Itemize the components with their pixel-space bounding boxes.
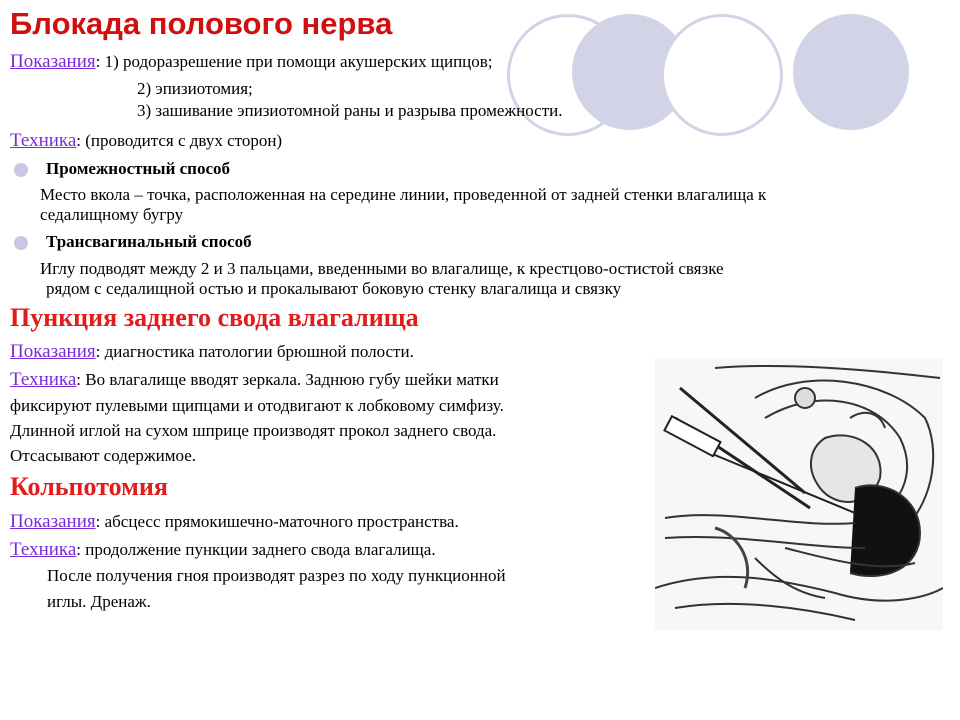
bullet-icon	[14, 163, 28, 177]
colpotomy-technique-label: Техника	[10, 539, 77, 560]
technique-row: Техника: (проводится с двух сторон)	[10, 130, 283, 151]
method2-line1: Иглу подводят между 2 и 3 пальцами, введенными во влагалище, к крестцово-остистой связке	[40, 259, 724, 278]
puncture-technique-line1: Во влагалище вводят зеркала. Заднюю губу шейки матки	[85, 370, 499, 389]
indications-label: Показания	[10, 51, 96, 72]
colpotomy-technique-text: продолжение пункции заднего свода влагалища.	[85, 540, 436, 559]
puncture-technique-row: Техника: Во влагалище вводят зеркала. Заднюю губу шейки матки	[10, 369, 499, 390]
decor-circle-3	[661, 14, 783, 136]
decor-circle-4	[793, 14, 909, 130]
colpotomy-technique-row: Техника: продолжение пункции заднего свода влагалища.	[10, 539, 436, 560]
colpotomy-indications-label: Показания	[10, 511, 96, 532]
indication-item-3: 3) зашивание эпизиотомной раны и разрыва промежности.	[137, 101, 563, 120]
indication-item-2: 2) эпизиотомия;	[137, 79, 253, 98]
colpotomy-indications-text: абсцесс прямокишечно-маточного пространства.	[104, 512, 459, 531]
indication-item-1: 1) родоразрешение при помощи акушерских щипцов;	[104, 52, 493, 71]
method2-line2: рядом с седалищной остью и прокалывают боковую стенку влагалища и связку	[46, 279, 622, 298]
technique-text: (проводится с двух сторон)	[85, 131, 283, 150]
method1-line2: седалищному бугру	[40, 205, 184, 224]
colpotomy-indications-row: Показания: абсцесс прямокишечно-маточного пространства.	[10, 511, 459, 532]
bullet-icon	[14, 236, 28, 250]
indications-row: Показания: 1) родоразрешение при помощи акушерских щипцов;	[10, 51, 493, 72]
method1-title: Промежностный способ	[46, 159, 230, 178]
puncture-indications-row: Показания: диагностика патологии брюшной полости.	[10, 341, 414, 362]
section-heading-colpotomy: Кольпотомия	[10, 472, 168, 501]
colpotomy-technique-line2: После получения гноя производят разрез по ходу пункционной	[47, 566, 506, 585]
method1-line1: Место вкола – точка, расположенная на середине линии, проведенной от задней стенки влагалища к	[40, 185, 767, 204]
puncture-technique-line3: Длинной иглой на сухом шприце производят прокол заднего свода.	[10, 421, 497, 440]
puncture-technique-label: Техника	[10, 369, 77, 390]
section-heading-puncture: Пункция заднего свода влагалища	[10, 303, 419, 332]
puncture-indications-text: диагностика патологии брюшной полости.	[104, 342, 414, 361]
puncture-technique-line2: фиксируют пулевыми щипцами и отодвигают к лобковому симфизу.	[10, 396, 504, 415]
posterior-fornix-puncture-illustration	[655, 358, 943, 630]
colpotomy-technique-line3: иглы. Дренаж.	[47, 592, 151, 611]
puncture-technique-line4: Отсасывают содержимое.	[10, 446, 197, 465]
method2-title: Трансвагинальный способ	[46, 232, 252, 251]
puncture-indications-label: Показания	[10, 341, 96, 362]
page-title: Блокада полового нерва	[10, 6, 393, 41]
technique-label: Техника	[10, 130, 77, 151]
